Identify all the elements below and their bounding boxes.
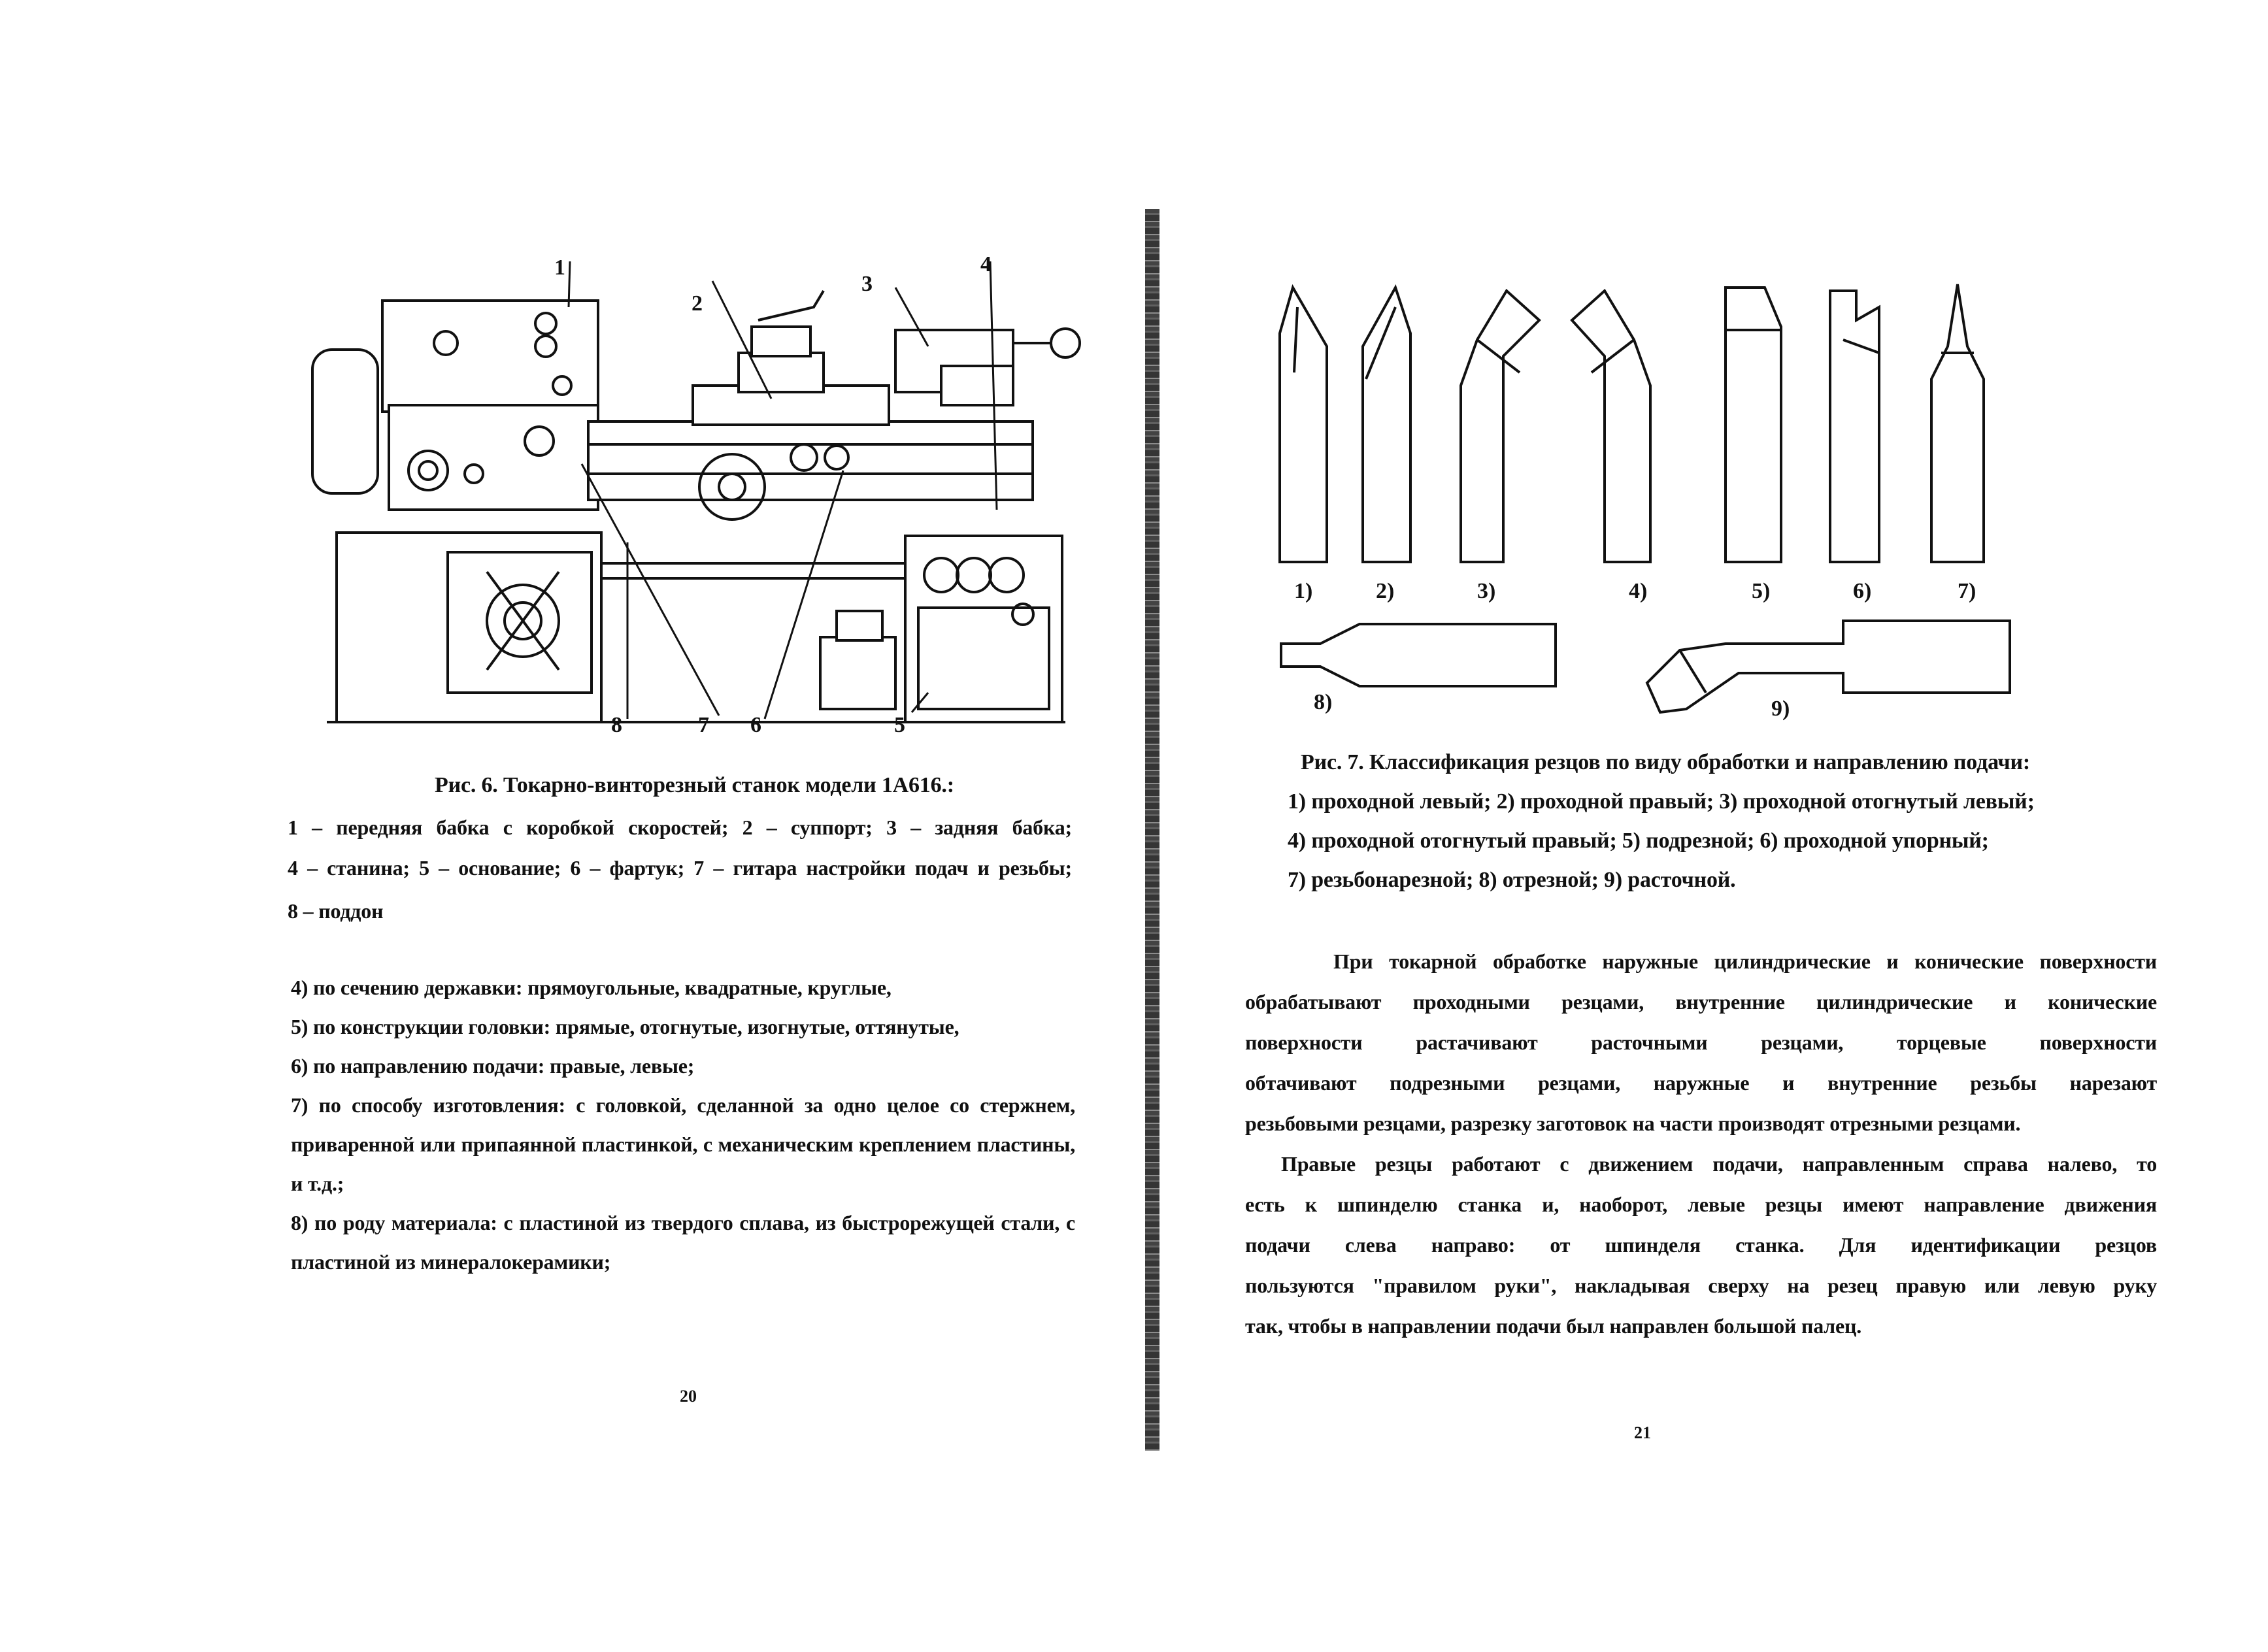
motor-housing: [312, 350, 378, 493]
paragraph-line: При токарной обработке наружные цилиндрические и конические поверхности: [1333, 950, 2157, 973]
list-item: 4) по сечению державки: прямоугольные, квадратные, круглые,: [291, 976, 892, 999]
tool-label-6: 6): [1853, 579, 1872, 603]
paragraph-line: подачи слева направо: от шпинделя станка. Для идентификации резцов: [1245, 1233, 2157, 1257]
paragraph-line: резьбовыми резцами, разрезку заготовок на части производят отрезными резцами.: [1245, 1112, 2021, 1135]
list-item: 5) по конструкции головки: прямые, отогнутые, изогнутые, оттянутые,: [291, 1015, 959, 1038]
figure-6-caption: Рис. 6. Токарно-винторезный станок модели 1А616.:: [435, 773, 954, 797]
list-item: пластиной из минералокерамики;: [291, 1250, 611, 1274]
tool-7-shape: [1931, 284, 1984, 562]
figure-6-legend-line: 1 – передняя бабка с коробкой скоростей; 2 – суппорт; 3 – задняя бабка;: [288, 816, 1072, 839]
right-page: [1163, 0, 2268, 1652]
figure-7-caption: 7) резьбонарезной; 8) отрезной; 9) расточной.: [1288, 868, 1736, 892]
list-item: 6) по направлению подачи: правые, левые;: [291, 1054, 695, 1078]
tool-label-4: 4): [1629, 579, 1648, 603]
callout-8: 8: [611, 713, 622, 737]
callout-5: 5: [894, 713, 905, 737]
figure-6-legend-line: 8 – поддон: [288, 899, 384, 923]
list-item: приваренной или припаянной пластинкой, с механическим креплением пластины,: [291, 1132, 1075, 1156]
paragraph-line: есть к шпинделю станка и, наоборот, левые резцы имеют направление движения: [1245, 1193, 2157, 1216]
figure-6-legend-line: 4 – станина; 5 – основание; 6 – фартук; 7 – гитара настройки подач и резьбы;: [288, 856, 1072, 880]
cutting-tools-figure: [1163, 0, 2268, 745]
paragraph-line: поверхности растачивают расточными резцами, торцевые поверхности: [1245, 1031, 2157, 1054]
tool-9-shape: [1647, 621, 2010, 712]
tool-label-1: 1): [1294, 579, 1313, 603]
page-number-left: 20: [680, 1387, 697, 1406]
paragraph-line: Правые резцы работают с движением подачи, направленным справа налево, то: [1281, 1152, 2157, 1176]
tool-1-shape: [1280, 288, 1327, 562]
page-number-right: 21: [1634, 1423, 1651, 1442]
tool-8-shape: [1281, 624, 1556, 686]
tool-label-3: 3): [1477, 579, 1496, 603]
tool-label-5: 5): [1752, 579, 1771, 603]
callout-7: 7: [698, 713, 709, 737]
paragraph-line: пользуются "правилом руки", накладывая сверху на резец правую или левую руку: [1245, 1274, 2157, 1297]
callout-3: 3: [861, 272, 873, 296]
paragraph-line: так, чтобы в направлении подачи был направлен большой палец.: [1245, 1314, 1862, 1338]
paragraph-line: обтачивают подрезными резцами, наружные и внутренние резьбы нарезают: [1245, 1071, 2157, 1095]
paragraph-line: обрабатывают проходными резцами, внутренние цилиндрические и конические: [1245, 990, 2157, 1014]
figure-7-caption: Рис. 7. Классификация резцов по виду обработки и направлению подачи:: [1301, 750, 2031, 774]
tool-6-shape: [1830, 291, 1879, 562]
lathe-bed: [588, 421, 1033, 500]
list-item: 7) по способу изготовления: с головкой, сделанной за одно целое со стержнем,: [291, 1093, 1075, 1117]
callout-6: 6: [750, 713, 761, 737]
tool-label-9: 9): [1771, 697, 1790, 721]
tool-4-shape: [1572, 291, 1650, 562]
tool-label-2: 2): [1376, 579, 1395, 603]
list-item: 8) по роду материала: с пластиной из твердого сплава, из быстрорежущей стали, с: [291, 1211, 1075, 1234]
callout-1: 1: [554, 256, 565, 280]
gearbox: [389, 405, 598, 510]
list-item: и т.д.;: [291, 1172, 344, 1195]
figure-7-caption: 1) проходной левый; 2) проходной правый; 3) проходной отогнутый левый;: [1288, 789, 2035, 814]
lathe-figure: [0, 0, 1157, 745]
tool-3-shape: [1461, 291, 1539, 562]
tool-label-7: 7): [1958, 579, 1976, 603]
tool-label-8: 8): [1314, 690, 1333, 714]
callout-2: 2: [692, 291, 703, 316]
callout-4: 4: [980, 252, 992, 276]
figure-7-caption: 4) проходной отогнутый правый; 5) подрезной; 6) проходной упорный;: [1288, 829, 1989, 853]
